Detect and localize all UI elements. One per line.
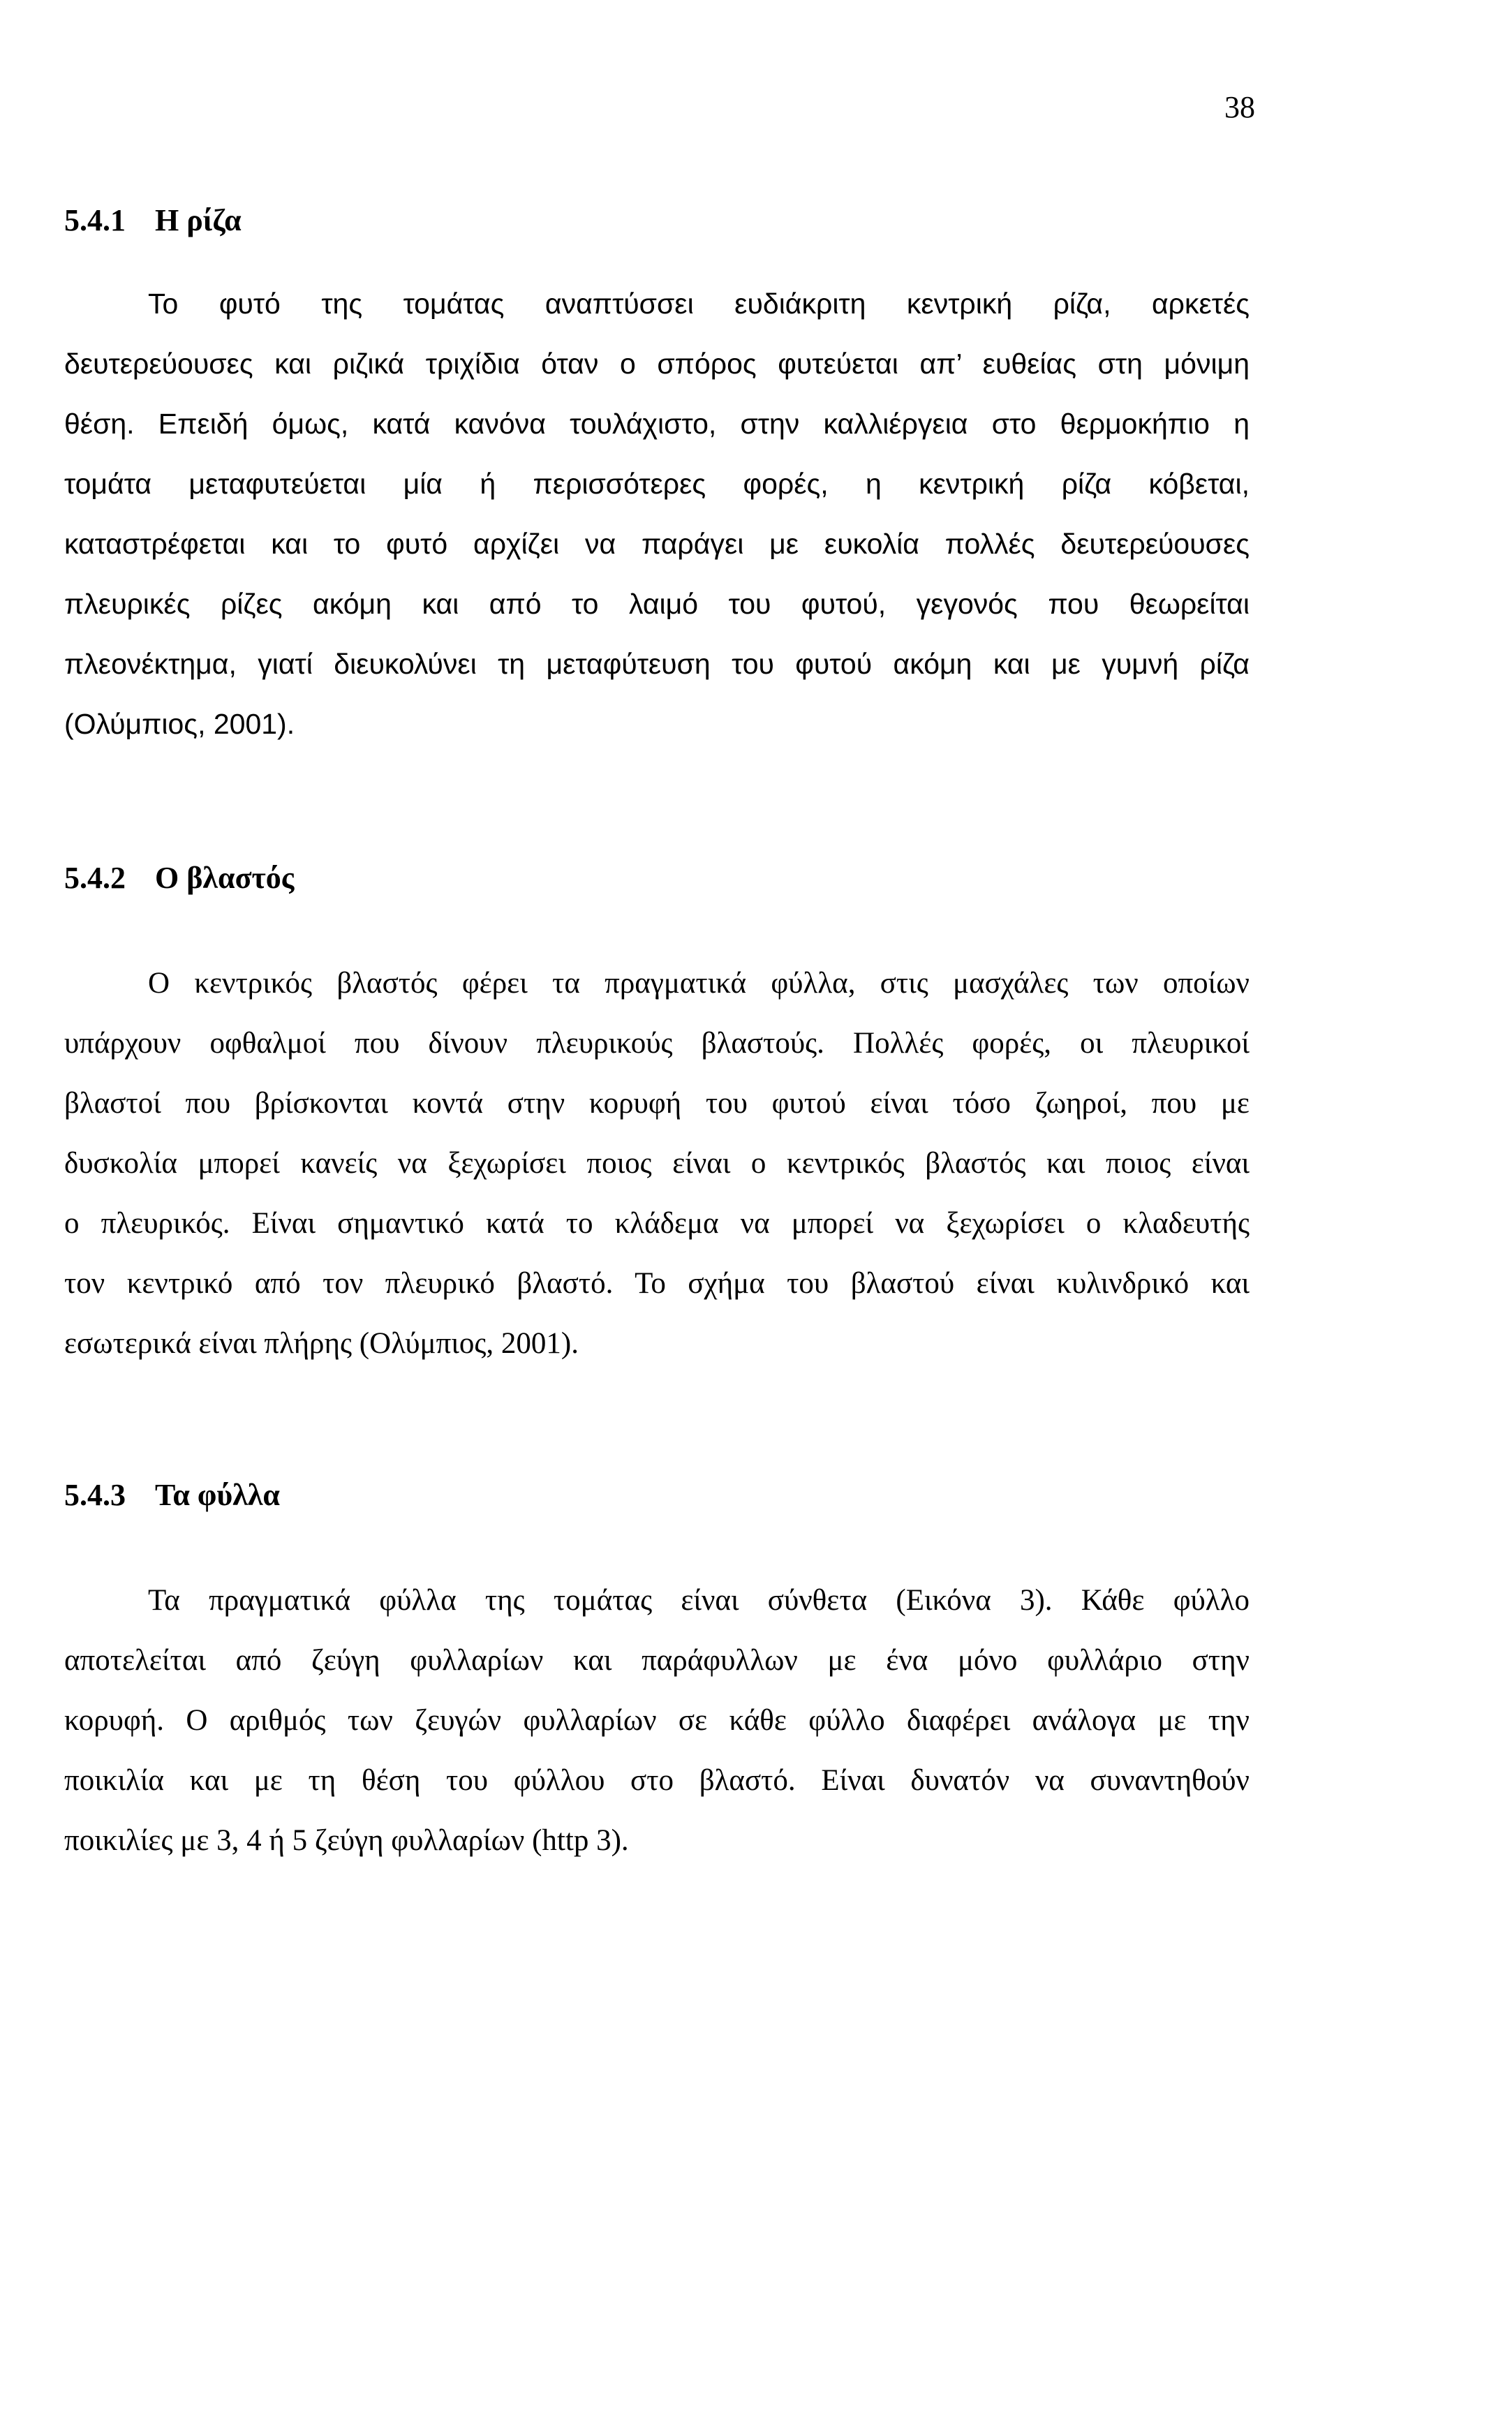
paragraph-line: πλεονέκτημα, γιατί διευκολύνει τη μεταφύτευση του φυτού ακόμη και με γυμνή ρίζα xyxy=(64,648,1250,680)
paragraph-line: ποικιλίες με 3, 4 ή 5 ζεύγη φυλλαρίων (http 3). xyxy=(64,1824,629,1857)
paragraph-line: δευτερεύουσες και ριζικά τριχίδια όταν ο σπόρος φυτεύεται απ’ ευθείας στη μόνιμη xyxy=(64,348,1250,380)
paragraph-line: τομάτα μεταφυτεύεται μία ή περισσότερες φορές, η κεντρική ρίζα κόβεται, xyxy=(64,468,1250,500)
paragraph-line: καταστρέφεται και το φυτό αρχίζει να παράγει με ευκολία πολλές δευτερεύουσες xyxy=(64,528,1250,560)
page-number: 38 xyxy=(1224,90,1255,124)
paragraph-line: Τα πραγματικά φύλλα της τομάτας είναι σύνθετα (Εικόνα 3). Κάθε φύλλο xyxy=(148,1584,1250,1617)
section-number: 5.4.2 xyxy=(64,861,126,895)
paragraph-line: δυσκολία μπορεί κανείς να ξεχωρίσει ποιος είναι ο κεντρικός βλαστός και ποιος είναι xyxy=(64,1147,1250,1180)
section-title: Ο βλαστός xyxy=(155,861,295,895)
section-heading-root xyxy=(64,202,242,238)
paragraph-line: ο πλευρικός. Είναι σημαντικό κατά το κλάδεμα να μπορεί να ξεχωρίσει ο κλαδευτής xyxy=(64,1207,1250,1240)
paragraph-line: υπάρχουν οφθαλμοί που δίνουν πλευρικούς βλαστούς. Πολλές φορές, οι πλευρικοί xyxy=(64,1027,1250,1060)
section-number: 5.4.1 xyxy=(64,203,126,237)
paragraph-line: βλαστοί που βρίσκονται κοντά στην κορυφή του φυτού είναι τόσο ζωηροί, που με xyxy=(64,1087,1250,1120)
paragraph-line: τον κεντρικό από τον πλευρικό βλαστό. Το σχήμα του βλαστού είναι κυλινδρικό και xyxy=(64,1267,1250,1300)
paragraph-line: Ο κεντρικός βλαστός φέρει τα πραγματικά φύλλα, στις μασχάλες των οποίων xyxy=(148,967,1250,1000)
section-heading-leaves xyxy=(64,1477,280,1513)
section-title: Τα φύλλα xyxy=(155,1478,280,1512)
section-title: Η ρίζα xyxy=(155,203,242,237)
paragraph-line: ποικιλία και με τη θέση του φύλλου στο βλαστό. Είναι δυνατόν να συναντηθούν xyxy=(64,1764,1250,1797)
section-heading-stem xyxy=(64,860,294,896)
paragraph-line: (Ολύμπιος, 2001). xyxy=(64,708,295,740)
paragraph-line: Το φυτό της τομάτας αναπτύσσει ευδιάκριτη κεντρική ρίζα, αρκετές xyxy=(148,288,1250,320)
section-number: 5.4.3 xyxy=(64,1478,126,1512)
paragraph-line: θέση. Επειδή όμως, κατά κανόνα τουλάχιστο, στην καλλιέργεια στο θερμοκήπιο η xyxy=(64,408,1250,440)
paragraph-line: κορυφή. Ο αριθμός των ζευγών φυλλαρίων σε κάθε φύλλο διαφέρει ανάλογα με την xyxy=(64,1704,1250,1737)
paragraph-line: πλευρικές ρίζες ακόμη και από το λαιμό του φυτού, γεγονός που θεωρείται xyxy=(64,588,1250,620)
paragraph-line: εσωτερικά είναι πλήρης (Ολύμπιος, 2001). xyxy=(64,1327,579,1360)
paragraph-line: αποτελείται από ζεύγη φυλλαρίων και παράφυλλων με ένα μόνο φυλλάριο στην xyxy=(64,1644,1250,1677)
